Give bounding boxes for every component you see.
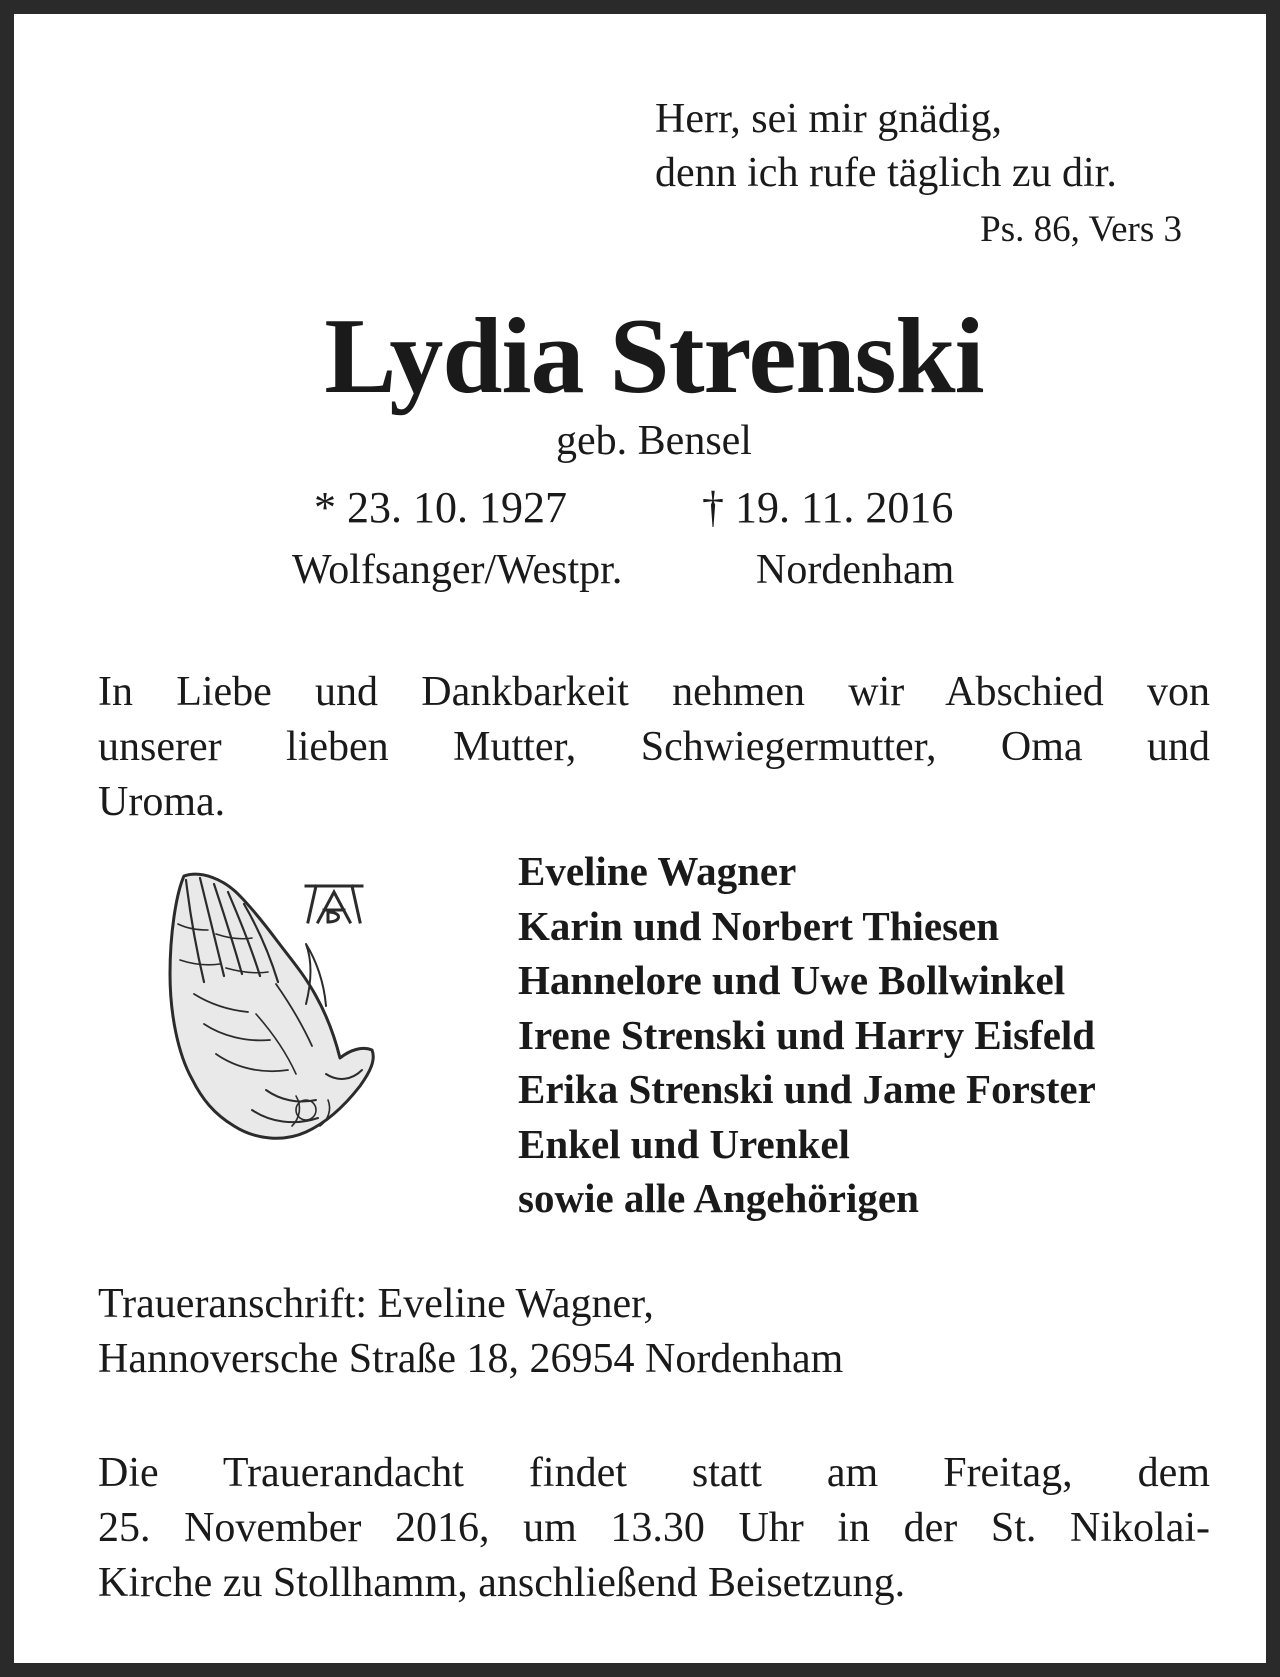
list-item: Irene Strenski und Harry Eisfeld: [518, 1011, 1096, 1058]
mourners-list: [518, 844, 1238, 1226]
death-place: Nordenham: [756, 547, 955, 593]
address-line-1: Traueranschrift: Eveline Wagner,: [98, 1281, 654, 1327]
death-date: † 19. 11. 2016: [702, 483, 954, 532]
service-line-3: Kirche zu Stollhamm, anschließend Beisetzung.: [98, 1560, 906, 1606]
service-line-2: 25. November 2016, um 13.30 Uhr in der St. Nikolai-: [98, 1505, 1210, 1551]
list-item: Erika Strenski und Jame Forster: [518, 1066, 1096, 1112]
birth-date: * 23. 10. 1927: [314, 483, 567, 532]
farewell-line-1: In Liebe und Dankbarkeit nehmen wir Abschied von: [98, 669, 1210, 715]
verse-line-1: Herr, sei mir gnädig,: [655, 96, 1003, 142]
mourning-address: [98, 1277, 1210, 1387]
praying-hands-icon: [156, 864, 386, 1154]
list-item: Hannelore und Uwe Bollwinkel: [518, 957, 1066, 1003]
farewell-line-2: unserer lieben Mutter, Schwiegermutter, Oma und: [98, 724, 1210, 770]
address-line-2: Hannoversche Straße 18, 26954 Nordenham: [98, 1336, 844, 1382]
monogram-icon: [306, 886, 362, 922]
verse-reference: Ps. 86, Vers 3: [980, 209, 1182, 250]
list-item: sowie alle Angehörigen: [518, 1175, 919, 1221]
farewell-line-3: Uroma.: [98, 779, 226, 825]
maiden-name: geb. Bensel: [556, 418, 752, 464]
service-announcement: [98, 1446, 1210, 1611]
list-item: Enkel und Urenkel: [518, 1120, 850, 1167]
service-line-1: Die Trauerandacht findet statt am Freitag, dem: [98, 1450, 1210, 1496]
farewell-text: [98, 665, 1210, 830]
verse-line-2: denn ich rufe täglich zu dir.: [655, 150, 1117, 196]
list-item: Eveline Wagner: [518, 848, 797, 894]
birth-place: Wolfsanger/Westpr.: [292, 547, 623, 593]
bible-verse: [655, 92, 1215, 200]
deceased-name: Lydia Strenski: [324, 297, 984, 416]
list-item: Karin und Norbert Thiesen: [518, 902, 1000, 949]
